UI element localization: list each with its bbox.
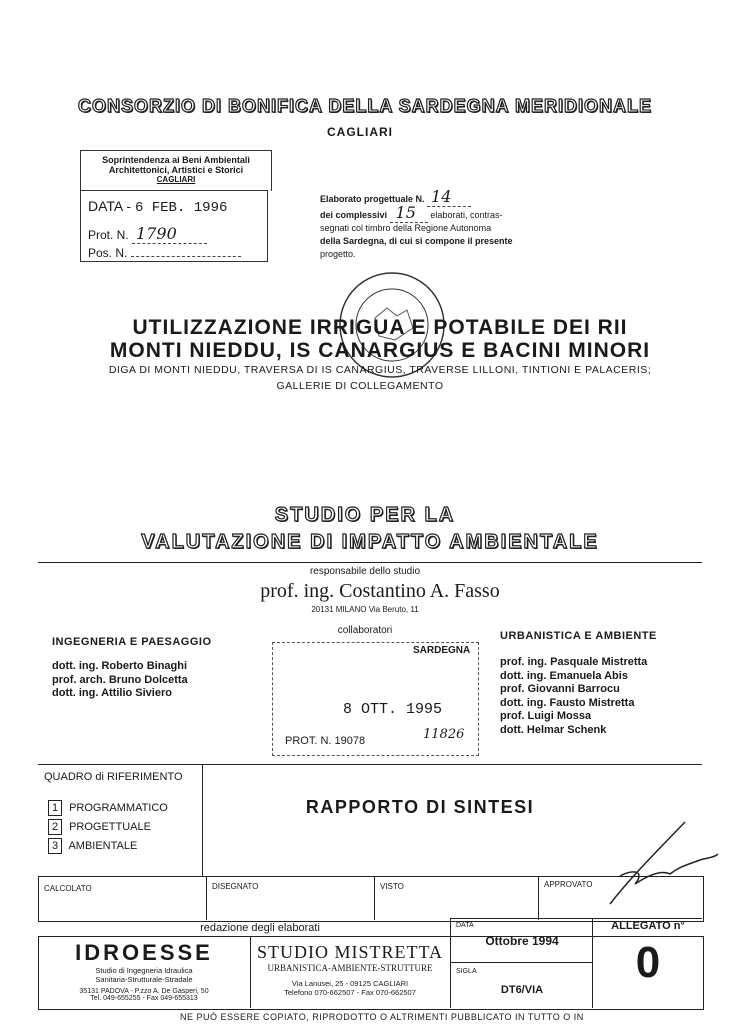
stamp-line-3: CAGLIARI (156, 175, 196, 184)
responsible-label: responsabile dello studio (309, 566, 421, 577)
right-group (500, 630, 720, 737)
left-member: dott. ing. Attilio Siviero (52, 687, 172, 699)
elaborato-line-2a: dei complessivi (320, 210, 388, 220)
mistretta-name: STUDIO MISTRETTA (256, 942, 444, 962)
left-group-members (52, 660, 272, 701)
region-stamp (272, 642, 479, 756)
allegato-label: ALLEGATO n° (611, 920, 685, 932)
region-stamp-side-2: 11826 (423, 727, 465, 742)
sigla-value: DT6/VIA (500, 984, 544, 996)
mistretta-line-1: URBANISTICA-AMBIENTE-STRUTTURE (267, 963, 433, 973)
left-group-title: INGEGNERIA E PAESAGGIO (52, 636, 212, 648)
study-title-line-1: STUDIO PER LA (274, 504, 456, 526)
sig-calcolato: CALCOLATO (44, 884, 92, 893)
elaborato-number: 14 (427, 187, 471, 207)
sigla-label: SIGLA (456, 968, 477, 975)
elaborato-line-5: progetto. (320, 249, 356, 259)
soprintendenza-stamp (80, 150, 272, 191)
collaborators-label: collaboratori (337, 625, 393, 636)
quadro-item-label: PROGETTUALE (69, 821, 151, 833)
elaborato-line-2 (320, 203, 550, 222)
quadro-item (48, 800, 168, 816)
elaborato-line-1 (320, 187, 550, 206)
right-group-title: URBANISTICA E AMBIENTE (500, 630, 657, 642)
study-title-line-2: VALUTAZIONE DI IMPATTO AMBIENTALE (141, 531, 599, 553)
sig-approvato: APPROVATO (544, 880, 593, 889)
data-label: DATA (456, 922, 474, 929)
stamp-date-value: 6 FEB. 1996 (134, 200, 228, 216)
left-group (52, 636, 272, 701)
quadro-right-border (202, 764, 203, 876)
elaborato-total: 15 (390, 203, 428, 223)
right-member: dott. Helmar Schenk (500, 723, 607, 736)
left-member: dott. ing. Roberto Binaghi (52, 660, 188, 672)
quadro-item-label: AMBIENTALE (68, 840, 138, 852)
idroesse-line-3: 35131 PADOVA - P.zzo A. De Gasperi, 50 (79, 988, 209, 995)
right-member: prof. Luigi Mossa (500, 710, 592, 722)
elaborato-note (320, 187, 550, 261)
redazione-label: redazione degli elaborati (200, 922, 320, 934)
elaborato-line-2b: elaborati, contras- (430, 210, 503, 220)
idroesse-line-1: Studio di Ingegneria Idraulica (95, 966, 193, 975)
idroesse-logo (40, 940, 248, 1002)
study-divider (38, 562, 702, 563)
elaborato-line-4: della Sardegna, di cui si compone il presente (320, 236, 513, 246)
idroesse-line-4: Tel. 049-655255 - Fax 049-655313 (90, 995, 198, 1002)
right-member: dott. ing. Fausto Mistretta (500, 696, 635, 709)
elaborato-line-1-text: Elaborato progettuale N. (320, 194, 425, 204)
stamp-prot-row (88, 224, 207, 243)
quadro-item-label: PROGRAMMATICO (69, 802, 168, 814)
right-group-members (500, 656, 720, 737)
idroesse-line-2: Sanitaria-Strutturale-Stradale (95, 975, 193, 984)
project-subtitle-line-2: GALLERIE DI COLLEGAMENTO (276, 380, 444, 392)
sig-divider-3 (538, 876, 539, 920)
left-member: prof. arch. Bruno Dolcetta (52, 673, 188, 686)
mistretta-line-3: Telefono 070-662507 - Fax 070-662507 (284, 988, 416, 997)
stamp-line-2: Architettonici, Artistici e Storici (108, 165, 244, 175)
footer-mid-line (450, 962, 592, 963)
right-member: dott. ing. Emanuela Abis (500, 669, 628, 682)
stamp-date-label: DATA (88, 198, 123, 214)
stamp-prot-label: Prot. N. (88, 228, 129, 242)
stamp-prot-value: 1790 (132, 224, 207, 244)
stamp-line-1: Soprintendenza ai Beni Ambientali (102, 155, 250, 165)
footer-divider-3 (592, 918, 593, 1008)
sig-visto: VISTO (380, 882, 404, 891)
quadro-list (48, 800, 168, 854)
stamp-date-row (88, 198, 227, 216)
responsible-address: 20131 MILANO Via Beruto, 11 (311, 605, 419, 614)
sig-disegnato: DISEGNATO (212, 882, 259, 891)
stamp-pos-label: Pos. N. (88, 246, 128, 260)
stamp-pos-dots (131, 256, 241, 257)
project-title-line-2: MONTI NIEDDU, IS CANARGIUS E BACINI MINORI (109, 339, 651, 362)
report-title: RAPPORTO DI SINTESI (305, 797, 535, 817)
footer-top-border (450, 918, 702, 919)
responsible-name: prof. ing. Costantino A. Fasso (260, 580, 500, 602)
region-stamp-date: 8 OTT. 1995 (343, 701, 443, 718)
quadro-item-number: 3 (48, 838, 62, 854)
footer-divider-2 (450, 918, 451, 1008)
stamp-pos-row (88, 246, 241, 260)
bottom-notice: NE PUÒ ESSERE COPIATO, RIPRODOTTO O ALTRIMENTI PUBBLICATO IN TUTTO O IN (180, 1012, 584, 1022)
quadro-item-number: 2 (48, 819, 62, 835)
project-subtitle-line-1: DIGA DI MONTI NIEDDU, TRAVERSA DI IS CANARGIUS, TRAVERSE LILLONI, TINTIONI E PALACERIS; (108, 364, 652, 376)
consortium-title: CONSORZIO DI BONIFICA DELLA SARDEGNA MERIDIONALE (78, 96, 652, 116)
mistretta-line-2: Via Lanusei, 25 - 09125 CAGLIARI (291, 979, 409, 988)
table-top-line (38, 764, 702, 765)
elaborato-line-3: segnati col timbro della Regione Autonoma (320, 223, 492, 233)
quadro-item (48, 838, 168, 854)
region-stamp-side-1: SARDEGNA (413, 645, 471, 656)
signature-scribble-icon (590, 818, 720, 908)
right-member: prof. ing. Pasquale Mistretta (500, 656, 648, 668)
city-label: CAGLIARI (327, 125, 393, 139)
idroesse-name: IDROESSE (75, 940, 213, 965)
sig-divider-2 (374, 876, 375, 920)
quadro-item (48, 819, 168, 835)
right-member: prof. Giovanni Barrocu (500, 683, 620, 695)
sig-divider-1 (206, 876, 207, 920)
quadro-item-number: 1 (48, 800, 62, 816)
region-stamp-prot: PROT. N. 19078 (285, 735, 366, 747)
project-title-line-1: UTILIZZAZIONE IRRIGUA E POTABILE DEI RII (132, 316, 628, 339)
mistretta-logo (252, 942, 448, 997)
data-value: Ottobre 1994 (485, 934, 559, 948)
quadro-title: QUADRO di RIFERIMENTO (44, 771, 183, 783)
footer-divider-1 (250, 936, 251, 1008)
allegato-value: 0 (635, 938, 661, 987)
stamp-date-dash: - (126, 198, 135, 214)
